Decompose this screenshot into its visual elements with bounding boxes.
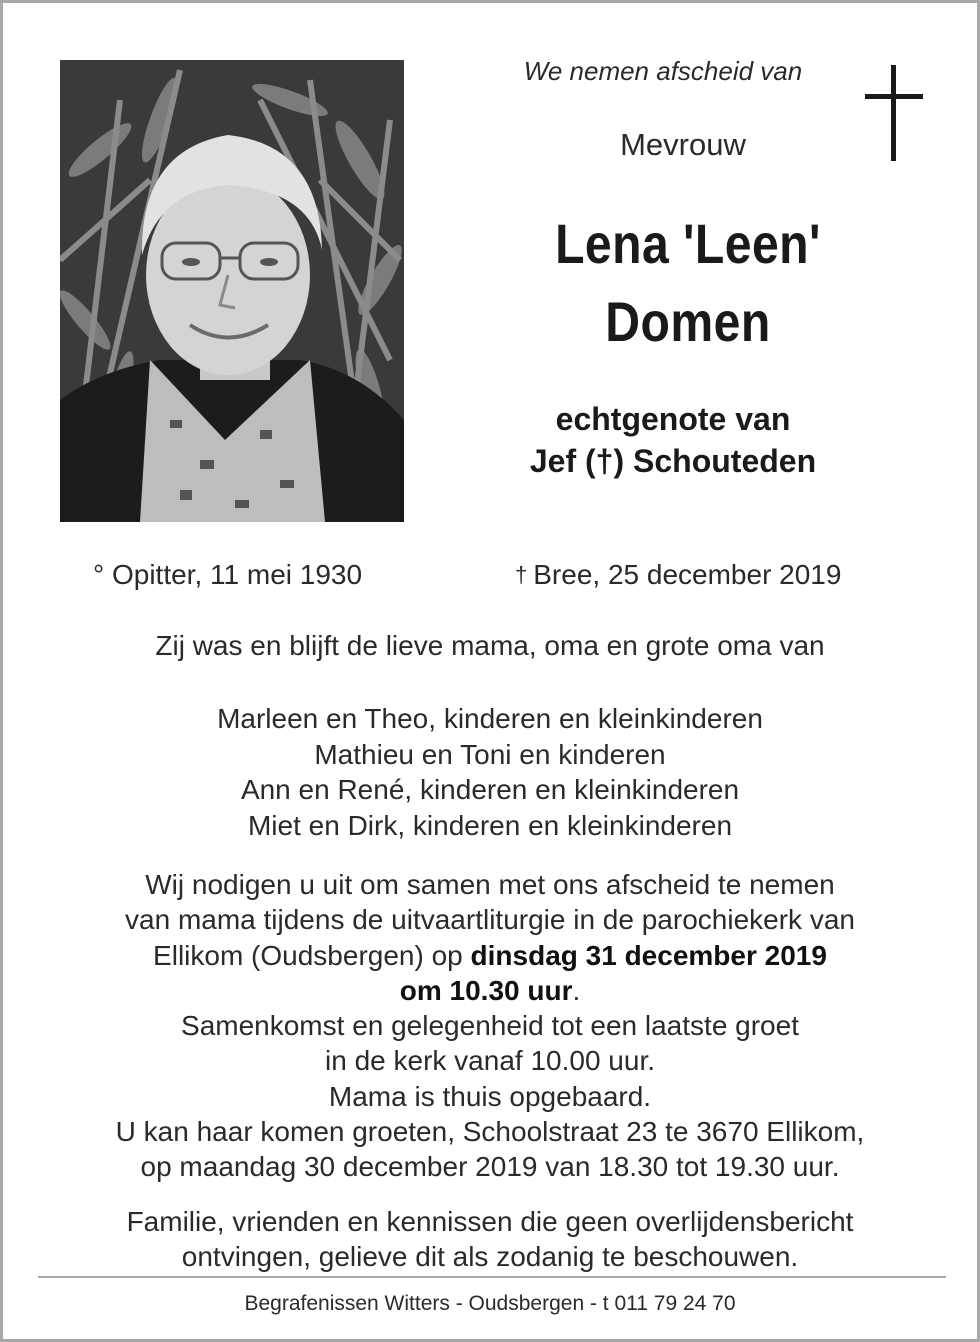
footer-divider xyxy=(38,1276,946,1278)
closing-note xyxy=(3,1204,977,1274)
invite-line: U kan haar komen groeten, Schoolstraat 23 te 3670 Ellikom, xyxy=(115,1116,865,1148)
invite-period: . xyxy=(572,974,581,1006)
family-item: Ann en René, kinderen en kleinkinderen xyxy=(240,774,740,805)
name-surname-line: Domen xyxy=(605,290,771,353)
spouse-relation: echtgenote van xyxy=(555,401,791,437)
intro-text: We nemen afscheid van xyxy=(523,56,803,86)
invite-line: Wij nodigen u uit om samen met ons afscheid te nemen xyxy=(145,869,835,900)
invite-line: op maandag 30 december 2019 van 18.30 tot 19.30 uur. xyxy=(140,1151,840,1183)
name-first-line: Lena 'Leen' xyxy=(555,212,821,275)
family-item: Mathieu en Toni en kinderen xyxy=(314,738,666,770)
invite-line xyxy=(3,938,977,973)
closing-line: ontvingen, gelieve dit als zodanig te beschouwen. xyxy=(181,1241,799,1272)
invite-line: Mama is thuis opgebaard. xyxy=(328,1080,652,1112)
spouse-info xyxy=(473,398,873,482)
dagger-icon: † xyxy=(515,562,528,587)
deceased-name xyxy=(495,205,882,361)
invite-line: Samenkomst en gelegenheid tot een laatste groet xyxy=(181,1010,799,1042)
invite-location: Ellikom (Oudsbergen) op xyxy=(153,939,471,971)
family-item: Miet en Dirk, kinderen en kleinkinderen xyxy=(247,809,733,841)
birth-info: ° Opitter, 11 mei 1930 xyxy=(93,559,363,590)
mourning-line: Zij was en blijft de lieve mama, oma en grote oma van xyxy=(155,630,825,661)
death-place-date: Bree, 25 december 2019 xyxy=(533,559,842,590)
portrait-illustration xyxy=(60,60,404,522)
family-list xyxy=(3,701,977,843)
closing-line: Familie, vrienden en kennissen die geen overlijdensbericht xyxy=(126,1206,854,1237)
funeral-home-footer: Begrafenissen Witters - Oudsbergen - t 011 79 24 70 xyxy=(244,1292,736,1315)
family-item: Marleen en Theo, kinderen en kleinkinderen xyxy=(217,703,763,734)
death-info xyxy=(515,559,841,591)
funeral-time: om 10.30 uur xyxy=(399,974,573,1006)
invite-line: van mama tijdens de uitvaartliturgie in de parochiekerk van xyxy=(125,904,855,936)
portrait-photo xyxy=(60,60,404,522)
honorific-title: Mevrouw xyxy=(620,127,746,162)
invite-line xyxy=(3,973,977,1008)
invite-line: in de kerk vanaf 10.00 uur. xyxy=(325,1045,655,1077)
funeral-invitation xyxy=(3,867,977,1185)
funeral-date: dinsdag 31 december 2019 xyxy=(470,939,827,971)
spouse-name: Jef (†) Schouteden xyxy=(529,443,817,479)
